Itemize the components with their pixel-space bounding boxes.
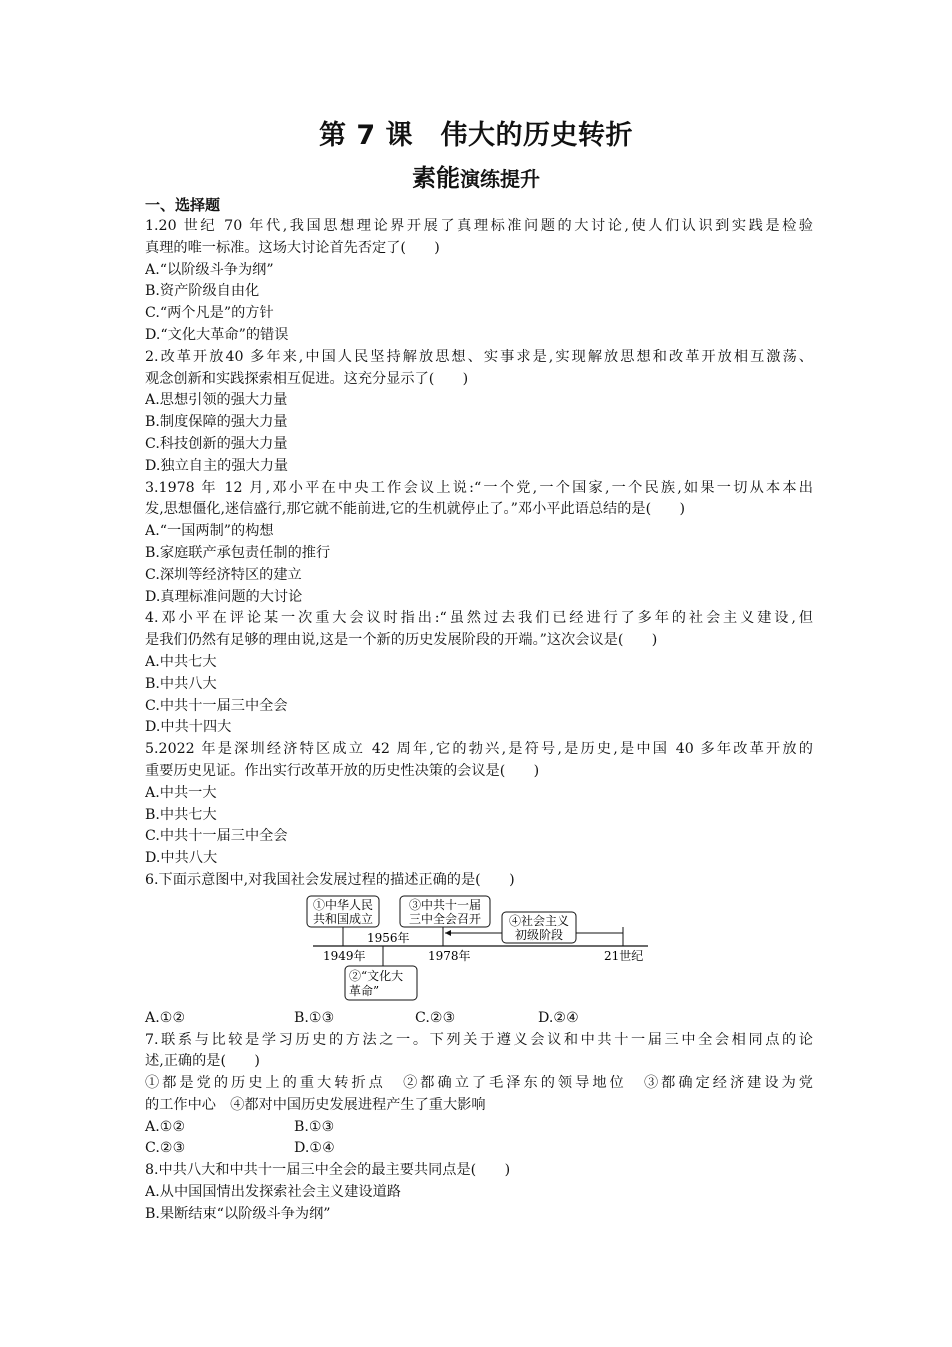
question-line: 重要历史见证。作出实行改革开放的历史性决策的会议是( ) xyxy=(145,762,540,779)
option-d: D.②④ xyxy=(538,1009,579,1026)
question-line: 5.2022 年是深圳经济特区成立 42 周年,它的勃兴,是符号,是历史,是中国 40 多年改革开放的 xyxy=(145,741,813,758)
option-c: C.科技创新的强大力量 xyxy=(145,435,288,452)
question-5 xyxy=(145,739,813,870)
year-1949-label: 1949年 xyxy=(323,948,366,963)
options-row xyxy=(145,1008,813,1030)
event-box-third-plenum-line2: 三中全会召开 xyxy=(408,911,482,926)
options-row xyxy=(145,1117,813,1139)
option-a: A.思想引领的强大力量 xyxy=(145,392,288,409)
option-a: A.“以阶级斗争为纲” xyxy=(145,261,274,278)
timeline-diagram xyxy=(145,892,813,1008)
option-a: A.中共一大 xyxy=(145,784,217,801)
question-7 xyxy=(145,1030,813,1161)
lesson-subtitle xyxy=(0,158,952,193)
option-d: D.“文化大革命”的错误 xyxy=(145,326,289,343)
question-line: 7.联系与比较是学习历史的方法之一。下列关于遵义会议和中共十一届三中全会相同点的论 xyxy=(145,1031,813,1048)
option-d: D.中共十四大 xyxy=(145,719,232,736)
option-d: D.真理标准问题的大讨论 xyxy=(145,588,303,605)
option-c: C.②③ xyxy=(415,1009,456,1026)
event-box-prc-line1: ①中华人民 xyxy=(312,897,374,912)
option-a: A.①② xyxy=(145,1118,186,1135)
options-row xyxy=(145,1138,813,1160)
question-6 xyxy=(145,870,813,1030)
subtitle-big: 素能 xyxy=(412,164,460,192)
option-a: A.从中国国情出发探索社会主义建设道路 xyxy=(145,1184,401,1201)
option-c: C.中共十一届三中全会 xyxy=(145,828,288,845)
option-b: B.果断结束“以阶级斗争为纲” xyxy=(145,1205,331,1222)
question-line: 8.中共八大和中共十一届三中全会的最主要共同点是( ) xyxy=(145,1162,511,1179)
option-b: B.①③ xyxy=(294,1009,335,1026)
option-c: C.深圳等经济特区的建立 xyxy=(145,566,302,583)
question-content xyxy=(145,194,813,1226)
option-c: C.②③ xyxy=(145,1140,186,1157)
question-4 xyxy=(145,608,813,739)
year-1956-label: 1956年 xyxy=(367,930,410,945)
option-a: A.中共七大 xyxy=(145,653,217,670)
question-3 xyxy=(145,478,813,609)
question-line: 真理的唯一标准。这场大讨论首先否定了( ) xyxy=(145,239,440,256)
range-arrow-icon xyxy=(445,930,451,936)
event-box-primary-stage-line1: ④社会主义 xyxy=(508,913,570,928)
event-box-cultural-revolution-line2: 革命” xyxy=(349,983,380,998)
question-line: 6.下面示意图中,对我国社会发展过程的描述正确的是( ) xyxy=(145,871,515,888)
option-b: B.①③ xyxy=(294,1118,335,1135)
question-1 xyxy=(145,216,813,347)
timeline-svg xyxy=(145,892,813,1008)
question-line: 述,正确的是( ) xyxy=(145,1053,260,1070)
option-b: B.家庭联产承包责任制的推行 xyxy=(145,544,331,561)
event-box-cultural-revolution-line1: ②“文化大 xyxy=(349,968,404,983)
question-line: 2.改革开放40 多年来,中国人民坚持解放思想、实事求是,实现解放思想和改革开放相互激荡、 xyxy=(145,348,813,365)
section-heading: 一、选择题 xyxy=(145,196,221,214)
option-d: D.中共八大 xyxy=(145,850,218,867)
event-box-primary-stage-line2: 初级阶段 xyxy=(514,927,564,942)
option-b: B.制度保障的强大力量 xyxy=(145,414,288,431)
year-1978-label: 1978年 xyxy=(428,948,471,963)
option-c: C.中共十一届三中全会 xyxy=(145,697,288,714)
question-line: 观念创新和实践探索相互促进。这充分显示了( ) xyxy=(145,370,469,387)
question-line: ①都是党的历史上的重大转折点 ②都确立了毛泽东的领导地位 ③都确定经济建设为党 xyxy=(145,1075,813,1092)
option-c: C.“两个凡是”的方针 xyxy=(145,305,274,322)
question-line: 4.邓小平在评论某一次重大会议时指出:“虽然过去我们已经进行了多年的社会主义建设,但 xyxy=(145,610,813,627)
question-line: 是我们仍然有足够的理由说,这是一个新的历史发展阶段的开端。”这次会议是( ) xyxy=(145,632,658,649)
question-line: 1.20 世纪 70 年代,我国思想理论界开展了真理标准问题的大讨论,使人们认识到实践是检验 xyxy=(145,218,813,234)
question-2 xyxy=(145,347,813,478)
lesson-title: 第 7 课 伟大的历史转折 xyxy=(318,120,634,151)
option-a: A.“一国两制”的构想 xyxy=(145,523,274,540)
option-b: B.中共七大 xyxy=(145,806,217,823)
question-line: 发,思想僵化,迷信盛行,那它就不能前进,它的生机就停止了。”邓小平此语总结的是( ) xyxy=(145,501,686,518)
question-line: 的工作中心 ④都对中国历史发展进程产生了重大影响 xyxy=(145,1096,486,1113)
year-21-label: 21世纪 xyxy=(604,948,644,963)
question-8 xyxy=(145,1160,813,1225)
option-d: D.①④ xyxy=(294,1140,335,1157)
subtitle-small: 演练提升 xyxy=(460,167,540,191)
option-b: B.资产阶级自由化 xyxy=(145,283,260,300)
event-box-third-plenum-line1: ③中共十一届 xyxy=(408,897,482,912)
event-box-prc-line2: 共和国成立 xyxy=(312,911,374,926)
option-d: D.独立自主的强大力量 xyxy=(145,457,289,474)
option-b: B.中共八大 xyxy=(145,675,217,692)
option-a: A.①② xyxy=(145,1009,186,1026)
question-line: 3.1978 年 12 月,邓小平在中央工作会议上说:“一个党,一个国家,一个民族,如果一切从本本出 xyxy=(145,479,813,496)
